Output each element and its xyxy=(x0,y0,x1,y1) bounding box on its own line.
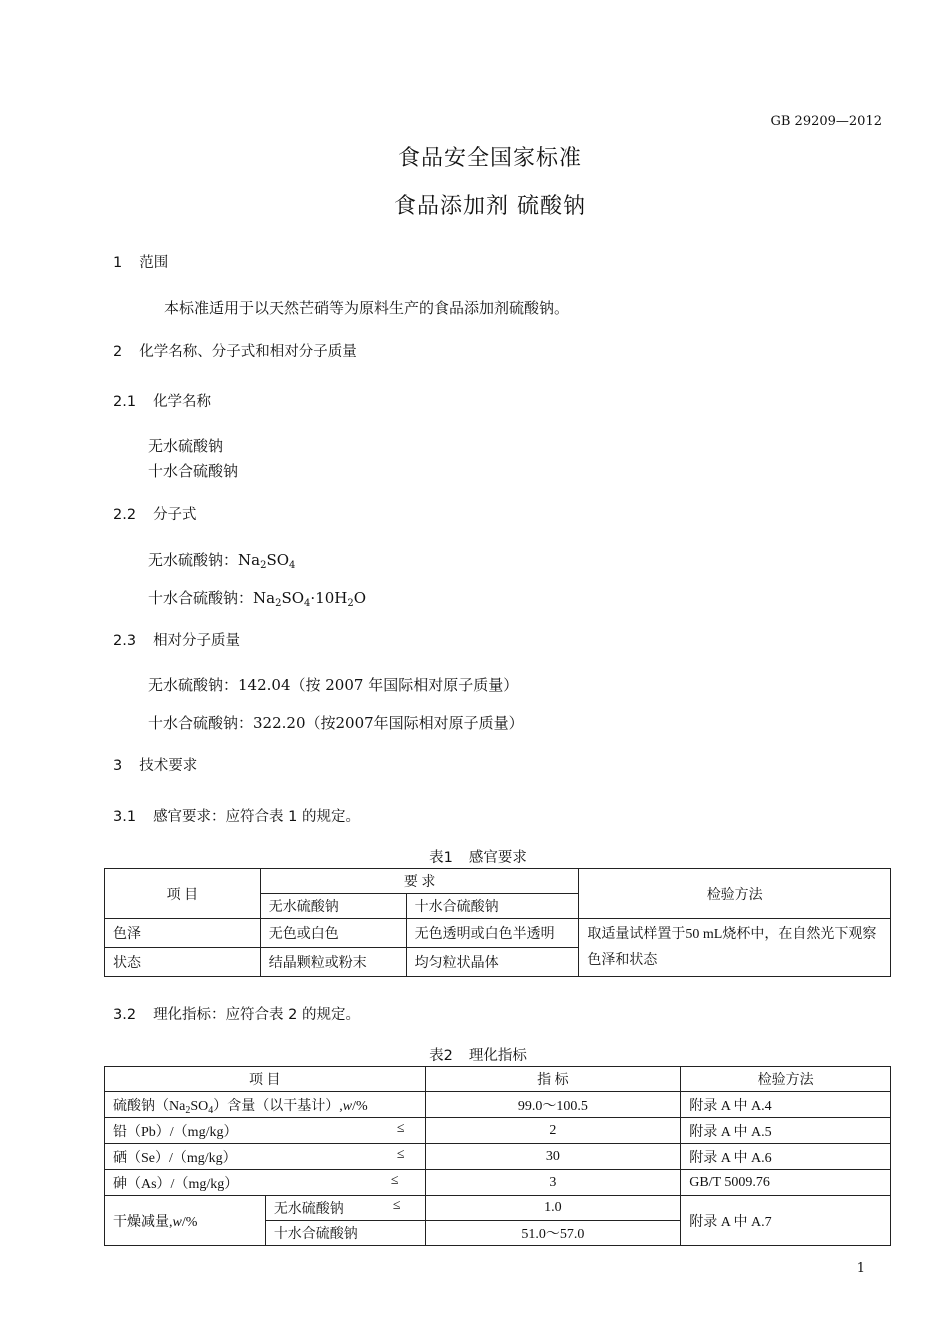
table-cell: 硫酸钠$(Na_2SO_4)$含量（以干基计）,w/% xyxy=(105,1092,426,1118)
section-number: 3.2 xyxy=(113,1007,137,1023)
section-title: 技术要求 xyxy=(139,758,198,774)
table-cell: 2 xyxy=(425,1118,681,1144)
table-cell: 附录 A 中 A.5 xyxy=(681,1118,891,1144)
table-cell: 硒（Se）/（mg/kg） ≤ xyxy=(105,1144,426,1170)
table-cell: 附录 A 中 A.6 xyxy=(681,1144,891,1170)
standard-code: GB 29209—2012 xyxy=(770,114,882,129)
section-3-2-heading xyxy=(113,1003,360,1024)
table-header-method: 检验方法 xyxy=(579,869,891,919)
table-cell: 无色或白色 xyxy=(260,919,406,948)
table-cell: 铅（Pb）/（mg/kg） ≤ xyxy=(105,1118,426,1144)
section-title: 相对分子质量 xyxy=(153,633,241,649)
table-cell: 无色透明或白色半透明 xyxy=(406,919,579,948)
table-cell: 附录 A 中 A.7 xyxy=(681,1196,891,1246)
table-cell: 十水合硫酸钠 xyxy=(265,1221,425,1246)
table-cell: 干燥减量,w/% xyxy=(105,1196,266,1246)
document-subtitle: 食品添加剂 硫酸钠 xyxy=(394,194,586,219)
section-number: 1 xyxy=(113,255,123,271)
table-cell: 30 xyxy=(425,1144,681,1170)
section-3-1-heading xyxy=(113,805,360,826)
section-title: 分子式 xyxy=(153,507,197,523)
table-header-method: 检验方法 xyxy=(681,1067,891,1092)
table-cell-method: 取适量试样置于50 mL烧杯中，在自然光下观察 色泽和状态 xyxy=(579,919,891,977)
table-cell: 无水硫酸钠 ≤ xyxy=(265,1196,425,1221)
section-number: 2.3 xyxy=(113,633,137,649)
section-number: 2 xyxy=(113,344,123,360)
table-header-item: 项 目 xyxy=(105,1067,426,1092)
formula-decahydrate: 十水合硫酸钠：$Na_2SO_4\cdot 10H_2O$ xyxy=(148,589,367,609)
table-cell: 附录 A 中 A.4 xyxy=(681,1092,891,1118)
section-title: 化学名称、分子式和相对分子质量 xyxy=(139,344,357,360)
section-number: 3.1 xyxy=(113,809,137,825)
chemical-name-decahydrate: 十水合硫酸钠 xyxy=(148,462,239,480)
scope-text: 本标准适用于以天然芒硝等为原料生产的食品添加剂硫酸钠。 xyxy=(164,299,570,317)
table-1-caption: 表1 感官要求 xyxy=(429,850,527,866)
section-2-2-heading xyxy=(113,503,197,524)
section-2-3-heading xyxy=(113,629,240,650)
section-title: 理化指标：应符合表 2 的规定。 xyxy=(153,1007,361,1023)
page-number: 1 xyxy=(856,1261,865,1276)
table-cell: GB/T 5009.76 xyxy=(681,1170,891,1196)
table-cell: 状态 xyxy=(105,948,261,977)
table-cell: 99.0～100.5 xyxy=(425,1092,681,1118)
section-number: 2.2 xyxy=(113,507,137,523)
section-title: 范围 xyxy=(139,255,169,271)
formula-anhydrous: 无水硫酸钠：$Na_2SO_4$ xyxy=(148,551,296,571)
table-cell: 色泽 xyxy=(105,919,261,948)
section-title: 化学名称 xyxy=(153,394,212,410)
table-header-index: 指 标 xyxy=(425,1067,681,1092)
chemical-name-anhydrous: 无水硫酸钠 xyxy=(148,437,224,455)
table-cell: 1.0 xyxy=(425,1196,681,1221)
section-2-heading xyxy=(113,340,357,361)
section-number: 3 xyxy=(113,758,123,774)
section-1-heading xyxy=(113,251,168,272)
section-2-1-heading xyxy=(113,390,211,411)
physicochemical-indicators-table xyxy=(104,1066,891,1246)
document-title: 食品安全国家标准 xyxy=(397,146,582,171)
table-header-anhydrous: 无水硫酸钠 xyxy=(260,894,406,919)
table-header-decahydrate: 十水合硫酸钠 xyxy=(406,894,579,919)
table-2-caption: 表2 理化指标 xyxy=(429,1048,527,1064)
section-title: 感官要求：应符合表 1 的规定。 xyxy=(153,809,361,825)
table-header-item: 项 目 xyxy=(105,869,261,919)
sensory-requirements-table xyxy=(104,868,891,977)
table-cell: 砷（As）/（mg/kg） ≤ xyxy=(105,1170,426,1196)
table-cell: 结晶颗粒或粉末 xyxy=(260,948,406,977)
table-header-requirement: 要 求 xyxy=(260,869,579,894)
table-cell: 均匀粒状晶体 xyxy=(406,948,579,977)
table-cell: 3 xyxy=(425,1170,681,1196)
molar-mass-anhydrous: 无水硫酸钠：142.04（按 2007 年国际相对原子质量） xyxy=(148,676,519,694)
molar-mass-decahydrate: 十水合硫酸钠：322.20（按2007年国际相对原子质量） xyxy=(148,714,524,732)
table-cell: 51.0～57.0 xyxy=(425,1221,681,1246)
section-3-heading xyxy=(113,754,197,775)
section-number: 2.1 xyxy=(113,394,137,410)
